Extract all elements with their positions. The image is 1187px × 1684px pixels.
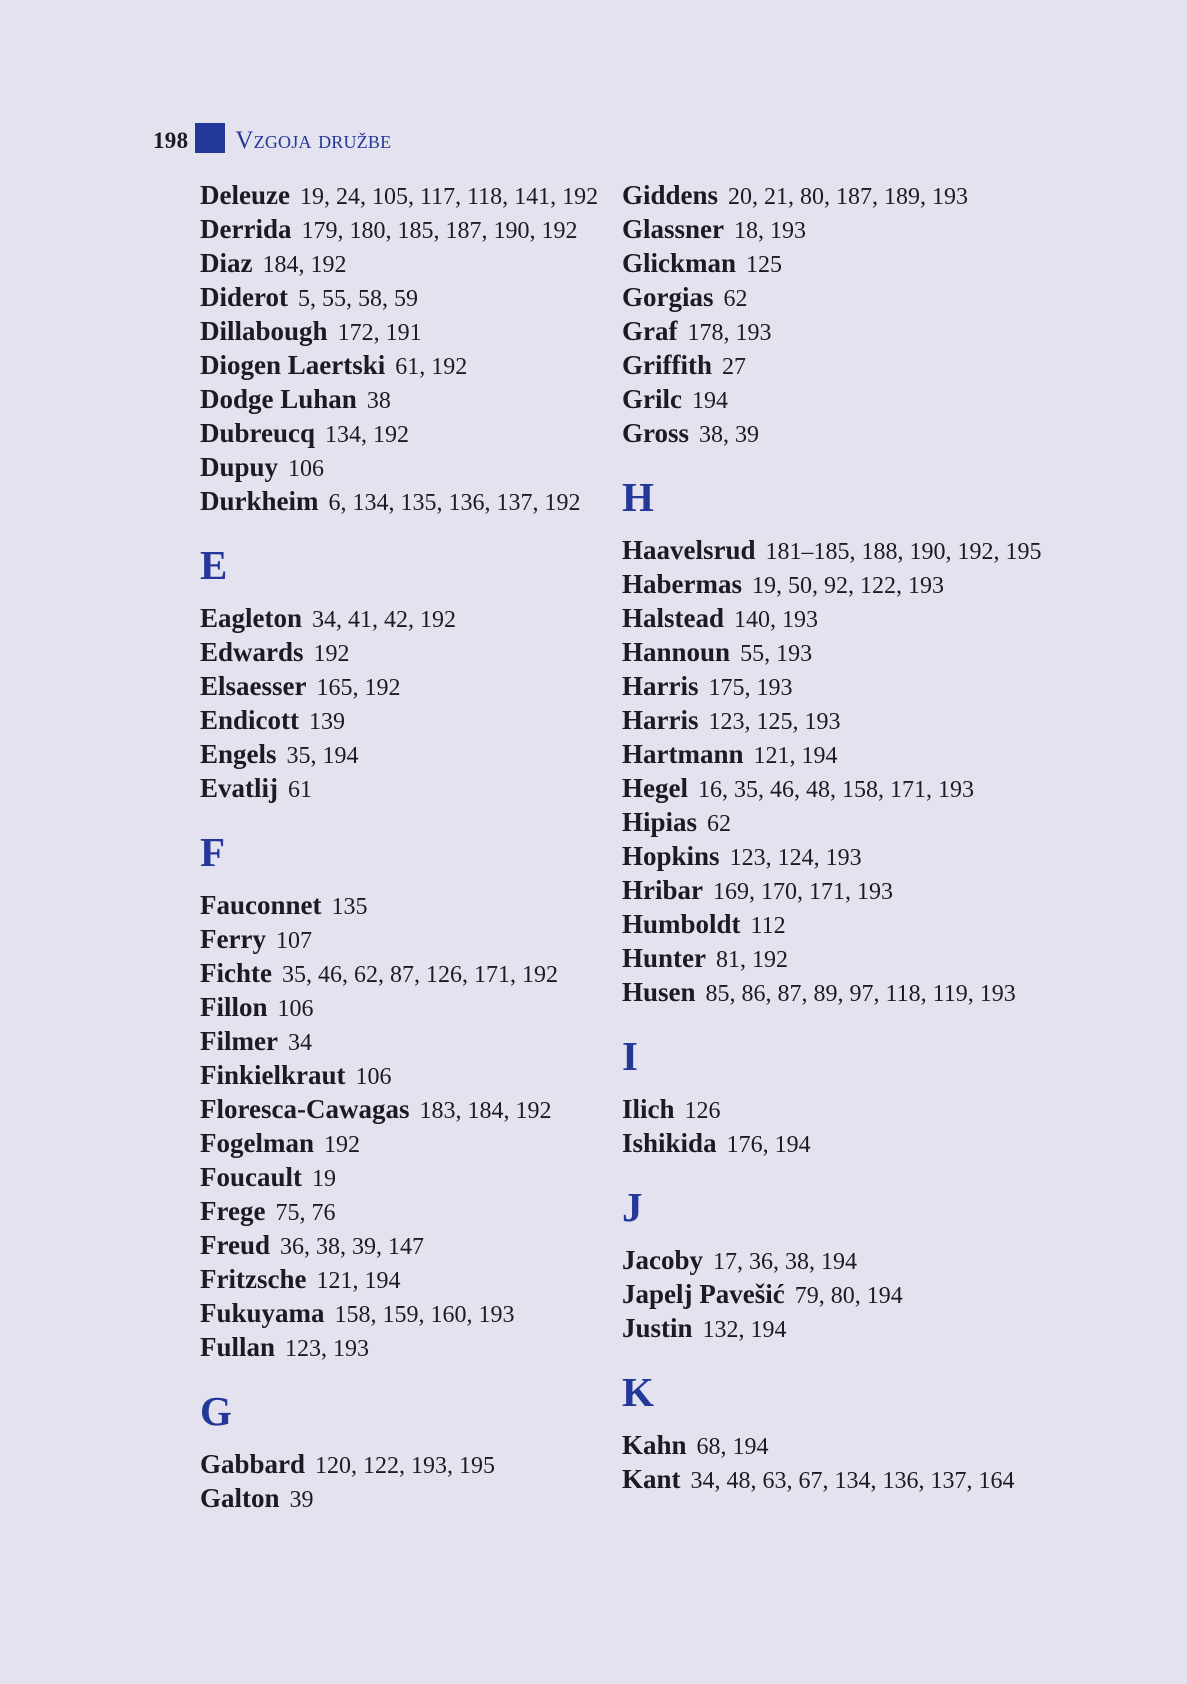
index-entry — [200, 1481, 615, 1515]
index-entry-pages: 179, 180, 185, 187, 190, 192 — [301, 218, 578, 244]
index-entry — [200, 990, 615, 1024]
index-entry-name: Floresca-Cawagas — [200, 1094, 410, 1124]
index-entry — [622, 1311, 1072, 1345]
index-entry-pages: 81, 192 — [716, 947, 788, 973]
index-entry-pages: 5, 55, 58, 59 — [298, 286, 418, 312]
index-entry-pages: 172, 191 — [337, 320, 422, 346]
index-entry-pages: 38 — [366, 388, 391, 414]
index-entry-name: Durkheim — [200, 486, 319, 516]
index-entry-pages: 139 — [309, 709, 346, 735]
index-entry — [200, 1296, 615, 1330]
running-header — [153, 120, 391, 162]
index-entry-pages: 120, 122, 193, 195 — [315, 1453, 496, 1479]
index-entry — [200, 280, 615, 314]
index-entry — [622, 1277, 1072, 1311]
index-entry-name: Kahn — [622, 1430, 687, 1460]
index-entry — [622, 703, 1072, 737]
index-letter-heading: I — [622, 1033, 638, 1079]
index-entry-name: Hegel — [622, 773, 688, 803]
index-entry-pages: 36, 38, 39, 147 — [280, 1234, 425, 1260]
index-entry-name: Derrida — [200, 214, 292, 244]
index-entry-name: Gorgias — [622, 282, 714, 312]
index-entry-name: Hunter — [622, 943, 706, 973]
index-entry — [622, 212, 1072, 246]
index-entry-name: Hopkins — [622, 841, 720, 871]
index-entry-name: Dodge Luhan — [200, 384, 357, 414]
index-entry-name: Giddens — [622, 180, 719, 210]
index-entry-name: Fogelman — [200, 1128, 314, 1158]
index-entry-name: Fichte — [200, 958, 272, 988]
index-entry-name: Ishikida — [622, 1128, 717, 1158]
index-entry — [200, 314, 615, 348]
index-entry-pages: 20, 21, 80, 187, 189, 193 — [728, 184, 969, 210]
index-entry-pages: 106 — [288, 456, 325, 482]
index-entry — [200, 1092, 615, 1126]
index-entry-pages: 61 — [288, 777, 312, 803]
index-entry-pages: 134, 192 — [325, 422, 410, 448]
index-entry-name: Fauconnet — [200, 890, 322, 920]
index-entry-pages: 19, 50, 92, 122, 193 — [751, 573, 944, 599]
index-entry — [200, 737, 615, 771]
index-letter-heading: J — [622, 1184, 643, 1230]
index-entry-pages: 55, 193 — [740, 641, 813, 667]
index-entry-pages: 68, 194 — [696, 1434, 769, 1460]
index-entry-pages: 27 — [721, 354, 746, 380]
index-entry-name: Engels — [200, 739, 277, 769]
index-entry-pages: 125 — [746, 252, 783, 278]
index-entry — [200, 348, 615, 382]
index-entry-pages: 192 — [324, 1132, 360, 1158]
index-entry-pages: 106 — [277, 996, 314, 1022]
index-entry-name: Foucault — [200, 1162, 303, 1192]
index-entry-pages: 112 — [750, 913, 786, 939]
index-entry-pages: 107 — [275, 928, 312, 954]
index-entry-name: Grilc — [622, 384, 682, 414]
index-entry-pages: 132, 194 — [702, 1317, 787, 1343]
index-column-left — [200, 178, 615, 1515]
index-entry-pages: 34, 41, 42, 192 — [312, 607, 457, 633]
index-entry-name: Halstead — [622, 603, 725, 633]
index-entry — [622, 839, 1072, 873]
running-head-title: Vzgoja družbe — [235, 127, 392, 154]
index-entry-name: Harris — [622, 671, 699, 701]
index-entry-pages: 126 — [684, 1098, 721, 1124]
index-entry — [622, 567, 1072, 601]
index-entry-pages: 165, 192 — [316, 675, 401, 701]
index-entry — [622, 178, 1072, 212]
index-letter-heading: H — [622, 474, 654, 520]
index-entry-name: Fullan — [200, 1332, 276, 1362]
index-entry-pages: 79, 80, 194 — [794, 1283, 903, 1309]
index-entry-name: Husen — [622, 977, 696, 1007]
index-entry — [622, 771, 1072, 805]
index-entry — [622, 601, 1072, 635]
index-entry — [200, 956, 615, 990]
index-entry — [622, 635, 1072, 669]
index-entry-name: Dupuy — [200, 452, 279, 482]
index-entry-name: Diogen Laertski — [200, 350, 386, 380]
index-entry — [200, 669, 615, 703]
index-entry-pages: 75, 76 — [275, 1200, 336, 1226]
index-entry — [200, 771, 615, 805]
index-entry — [622, 737, 1072, 771]
index-entry-name: Edwards — [200, 637, 304, 667]
index-entry-pages: 18, 193 — [734, 218, 807, 244]
index-entry-pages: 183, 184, 192 — [419, 1098, 552, 1124]
index-entry — [622, 348, 1072, 382]
index-entry — [200, 888, 615, 922]
index-entry-name: Dillabough — [200, 316, 328, 346]
index-entry — [622, 669, 1072, 703]
index-entry-pages: 16, 35, 46, 48, 158, 171, 193 — [697, 777, 974, 803]
index-entry — [200, 635, 615, 669]
index-entry-name: Frege — [200, 1196, 266, 1226]
index-entry-name: Hartmann — [622, 739, 744, 769]
index-entry-pages: 34, 48, 63, 67, 134, 136, 137, 164 — [690, 1468, 1015, 1494]
index-entry — [200, 1262, 615, 1296]
index-letter-heading: F — [200, 829, 226, 875]
index-entry-name: Humboldt — [622, 909, 741, 939]
index-entry-name: Hribar — [622, 875, 703, 905]
index-entry-name: Habermas — [622, 569, 742, 599]
index-entry — [200, 601, 615, 635]
index-entry-name: Fritzsche — [200, 1264, 307, 1294]
index-entry-pages: 123, 124, 193 — [729, 845, 862, 871]
index-entry-pages: 140, 193 — [734, 607, 819, 633]
index-entry-name: Hipias — [622, 807, 698, 837]
index-entry — [622, 1092, 1072, 1126]
index-entry-name: Deleuze — [200, 180, 290, 210]
index-entry — [200, 1447, 615, 1481]
index-entry-name: Eagleton — [200, 603, 303, 633]
index-entry — [622, 280, 1072, 314]
index-entry — [200, 246, 615, 280]
index-entry — [622, 873, 1072, 907]
header-square-icon — [195, 123, 225, 153]
index-entry-name: Graf — [622, 316, 678, 346]
index-entry — [622, 907, 1072, 941]
index-entry — [622, 975, 1072, 1009]
index-entry-name: Evatlij — [200, 773, 278, 803]
index-entry — [200, 1228, 615, 1262]
index-entry-pages: 19 — [312, 1166, 337, 1192]
index-entry-name: Ferry — [200, 924, 266, 954]
index-entry-name: Kant — [622, 1464, 681, 1494]
index-entry-pages: 62 — [707, 811, 732, 837]
index-entry — [200, 382, 615, 416]
index-entry — [200, 178, 615, 212]
index-entry-name: Filmer — [200, 1026, 278, 1056]
index-entry — [622, 533, 1072, 567]
index-entry — [622, 1428, 1072, 1462]
index-entry-name: Harris — [622, 705, 699, 735]
index-entry-pages: 123, 193 — [285, 1336, 370, 1362]
index-entry-pages: 178, 193 — [687, 320, 772, 346]
index-entry-name: Haavelsrud — [622, 535, 756, 565]
index-entry-pages: 39 — [289, 1487, 314, 1513]
index-entry-pages: 176, 194 — [726, 1132, 811, 1158]
index-entry — [200, 212, 615, 246]
index-entry-name: Glassner — [622, 214, 725, 244]
index-entry-pages: 35, 46, 62, 87, 126, 171, 192 — [281, 962, 558, 988]
index-entry-name: Gross — [622, 418, 690, 448]
index-entry-name: Glickman — [622, 248, 737, 278]
index-entry-pages: 175, 193 — [708, 675, 793, 701]
index-entry — [622, 416, 1072, 450]
index-entry-name: Endicott — [200, 705, 300, 735]
index-entry-name: Fillon — [200, 992, 268, 1022]
index-entry-pages: 34 — [287, 1030, 312, 1056]
index-entry-name: Japelj Pavešić — [622, 1279, 785, 1309]
index-entry-pages: 194 — [691, 388, 728, 414]
index-entry — [200, 450, 615, 484]
index-entry — [622, 246, 1072, 280]
index-letter-heading: G — [200, 1388, 232, 1434]
index-entry — [200, 484, 615, 518]
index-entry-pages: 38, 39 — [699, 422, 760, 448]
index-entry — [622, 314, 1072, 348]
index-entry — [200, 1126, 615, 1160]
index-entry — [200, 1058, 615, 1092]
index-entry-pages: 35, 194 — [286, 743, 359, 769]
index-entry — [200, 416, 615, 450]
index-entry-pages: 121, 194 — [753, 743, 838, 769]
index-entry-pages: 181–185, 188, 190, 192, 195 — [765, 539, 1042, 565]
index-entry-pages: 121, 194 — [316, 1268, 401, 1294]
index-entry — [200, 922, 615, 956]
index-entry — [200, 1160, 615, 1194]
index-entry — [622, 805, 1072, 839]
index-entry-name: Hannoun — [622, 637, 731, 667]
index-entry-name: Finkielkraut — [200, 1060, 346, 1090]
index-entry-pages: 123, 125, 193 — [708, 709, 841, 735]
index-entry-pages: 17, 36, 38, 194 — [713, 1249, 857, 1275]
index-letter-heading: E — [200, 542, 228, 588]
index-entry-name: Galton — [200, 1483, 280, 1513]
index-column-right — [622, 178, 1072, 1496]
index-entry — [200, 1024, 615, 1058]
index-entry — [622, 941, 1072, 975]
index-entry-pages: 135 — [331, 894, 368, 920]
index-entry — [200, 703, 615, 737]
index-entry-pages: 61, 192 — [395, 354, 468, 380]
index-entry-pages: 169, 170, 171, 193 — [713, 879, 893, 905]
index-entry-name: Dubreucq — [200, 418, 316, 448]
index-entry-name: Diaz — [200, 248, 253, 278]
index-letter-heading: K — [622, 1369, 654, 1415]
index-entry-name: Elsaesser — [200, 671, 307, 701]
index-entry — [200, 1194, 615, 1228]
index-entry — [200, 1330, 615, 1364]
index-entry-name: Ilich — [622, 1094, 675, 1124]
index-entry-name: Diderot — [200, 282, 288, 312]
index-entry — [622, 1462, 1072, 1496]
index-entry-pages: 158, 159, 160, 193 — [334, 1302, 515, 1328]
index-entry-name: Justin — [622, 1313, 693, 1343]
index-entry-pages: 106 — [355, 1064, 392, 1090]
index-entry-pages: 19, 24, 105, 117, 118, 141, 192 — [299, 184, 599, 210]
index-entry-pages: 184, 192 — [262, 252, 347, 278]
index-entry-pages: 192 — [313, 641, 350, 667]
index-entry-name: Freud — [200, 1230, 271, 1260]
index-entry-name: Griffith — [622, 350, 712, 380]
index-entry — [622, 1243, 1072, 1277]
index-entry-name: Fukuyama — [200, 1298, 325, 1328]
index-entry-pages: 6, 134, 135, 136, 137, 192 — [328, 490, 581, 516]
index-entry-name: Gabbard — [200, 1449, 306, 1479]
index-entry — [622, 382, 1072, 416]
index-entry-pages: 85, 86, 87, 89, 97, 118, 119, 193 — [705, 981, 1016, 1007]
page-number: 198 — [153, 128, 189, 153]
index-entry-pages: 62 — [723, 286, 748, 312]
index-entry — [622, 1126, 1072, 1160]
index-entry-name: Jacoby — [622, 1245, 703, 1275]
